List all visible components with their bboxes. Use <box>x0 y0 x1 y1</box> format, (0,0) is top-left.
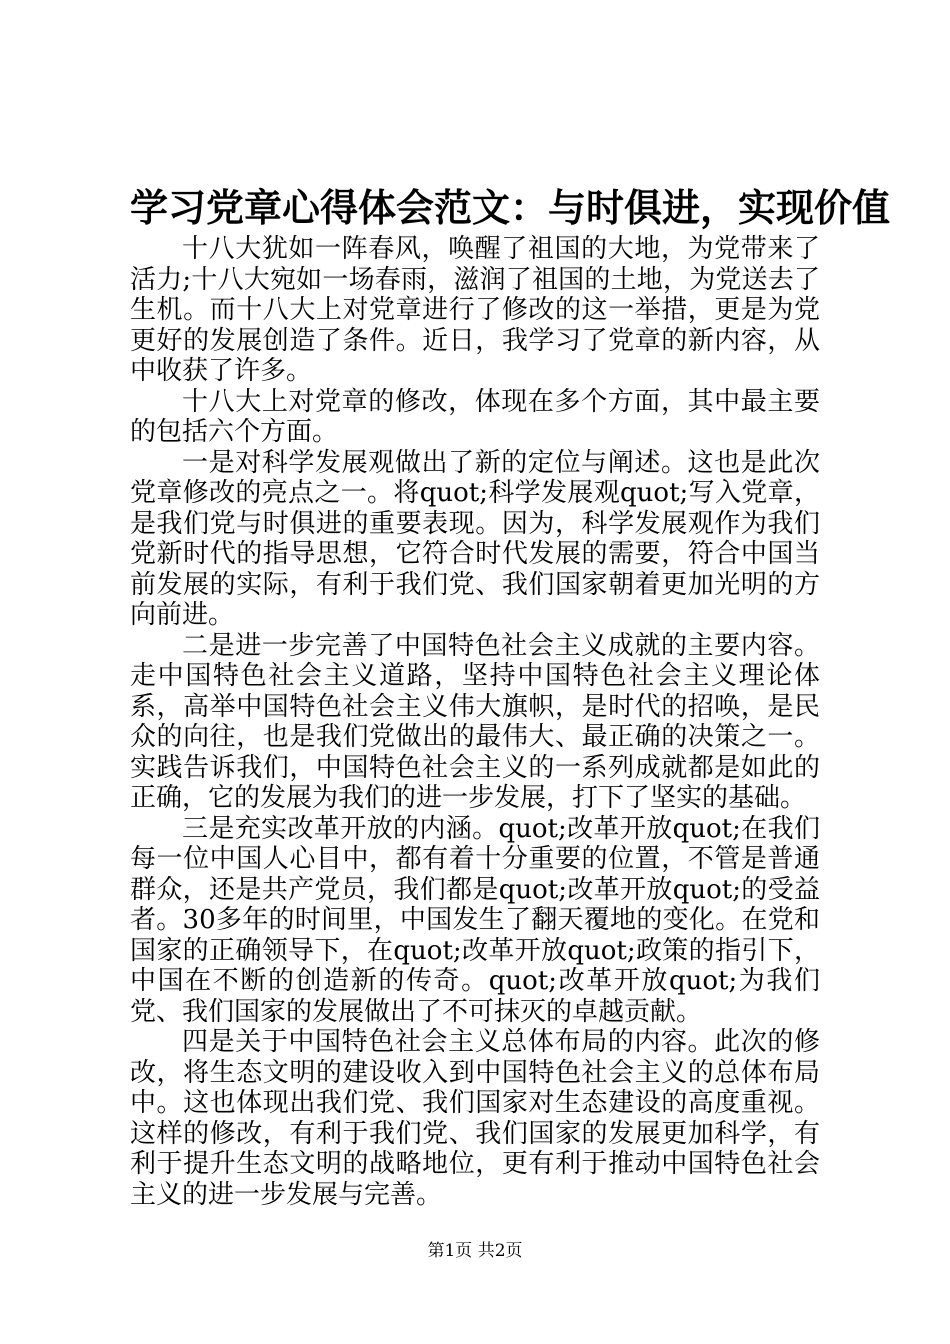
paragraph-2: 十八大上对党章的修改，体现在多个方面，其中最主要的包括六个方面。 <box>130 386 820 447</box>
page-title: 学习党章心得体会范文：与时俱进，实现价值 <box>130 185 891 230</box>
document-body <box>130 234 820 1210</box>
paragraph-3: 一是对科学发展观做出了新的定位与阐述。这也是此次党章修改的亮点之一。将quot;科学发展观quot;写入党章，是我们党与时俱进的重要表现。因为，科学发展观作为我们党新时代的指导思想，它符合时代发展的需要，符合中国当前发展的实际，有利于我们党、我们国家朝着更加光明的方向前进。 <box>130 447 820 630</box>
page-footer: 第1页 共2页 <box>427 1241 523 1261</box>
paragraph-5: 三是充实改革开放的内涵。quot;改革开放quot;在我们每一位中国人心目中，都有着十分重要的位置，不管是普通群众，还是共产党员，我们都是quot;改革开放quot;的受益者。30多年的时间里，中国发生了翻天覆地的变化。在党和国家的正确领导下，在quot;改革开放quot;政策的指引下，中国在不断的创造新的传奇。quot;改革开放quot;为我们党、我们国家的发展做出了不可抹灭的卓越贡献。 <box>130 813 820 1027</box>
paragraph-1: 十八大犹如一阵春风，唤醒了祖国的大地，为党带来了活力;十八大宛如一场春雨，滋润了祖国的土地，为党送去了生机。而十八大上对党章进行了修改的这一举措，更是为党更好的发展创造了条件。近日，我学习了党章的新内容，从中收获了许多。 <box>130 234 820 386</box>
paragraph-6: 四是关于中国特色社会主义总体布局的内容。此次的修改，将生态文明的建设收入到中国特色社会主义的总体布局中。这也体现出我们党、我们国家对生态建设的高度重视。这样的修改，有利于我们党、我们国家的发展更加科学，有利于提升生态文明的战略地位，更有利于推动中国特色社会主义的进一步发展与完善。 <box>130 1027 820 1210</box>
paragraph-4: 二是进一步完善了中国特色社会主义成就的主要内容。走中国特色社会主义道路，坚持中国特色社会主义理论体系，高举中国特色社会主义伟大旗帜，是时代的招唤，是民众的向往，也是我们党做出的最伟大、最正确的决策之一。实践告诉我们，中国特色社会主义的一系列成就都是如此的正确，它的发展为我们的进一步发展，打下了坚实的基础。 <box>130 630 820 813</box>
